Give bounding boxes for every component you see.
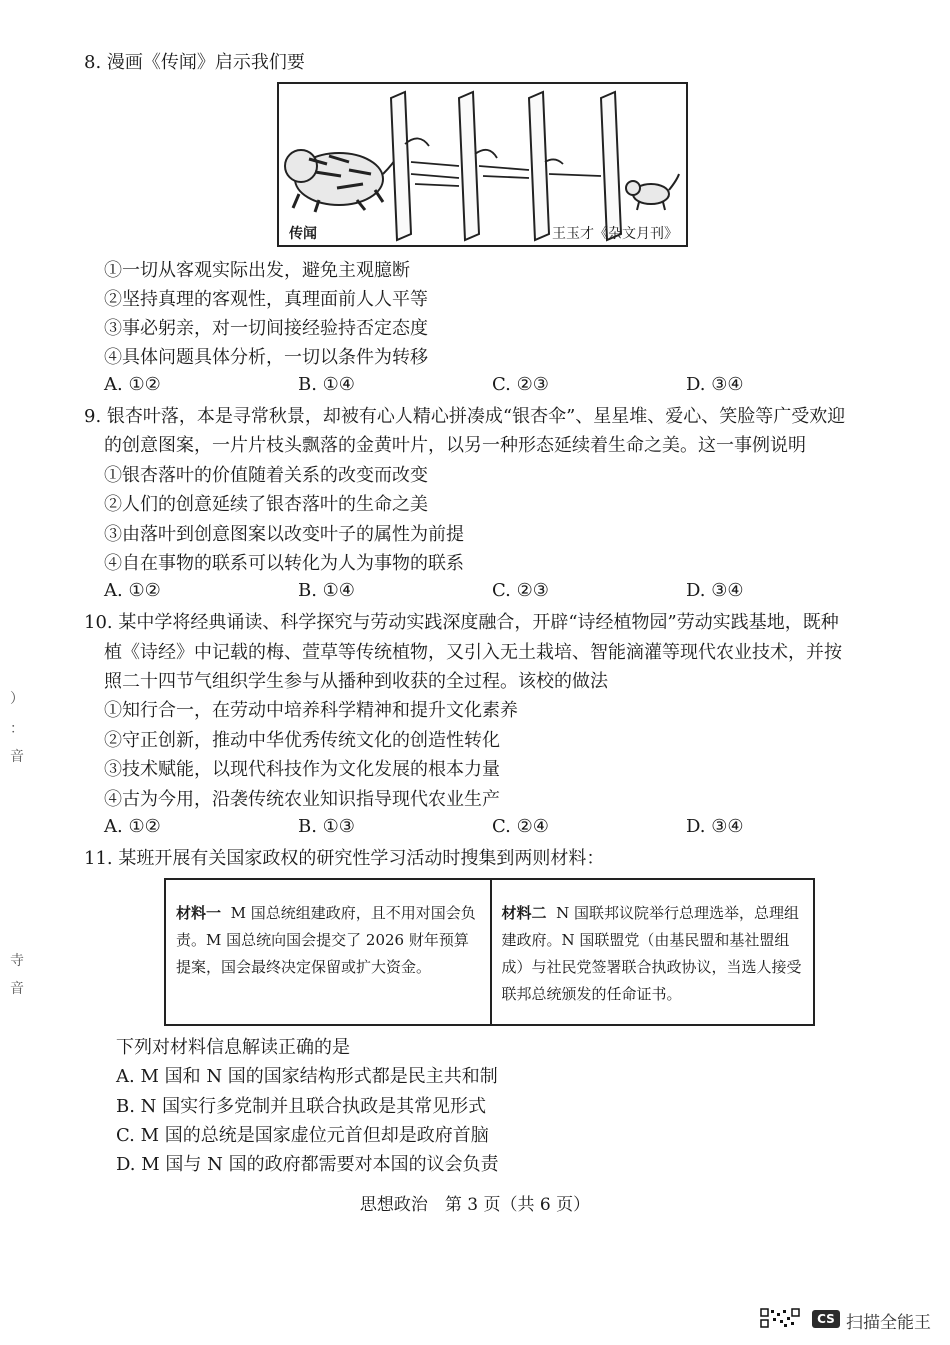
margin-mark-3: 音	[10, 749, 24, 765]
q8-option-3: ③事必躬亲，对一切间接经验持否定态度	[104, 318, 428, 339]
q8-choice-a: A. ①②	[104, 374, 161, 395]
q9-choice-a: A. ①②	[104, 580, 161, 601]
q9-option-4: ④自在事物的联系可以转化为人为事物的联系	[104, 553, 464, 574]
q9-choices	[104, 580, 784, 606]
q11-option-a: A. M 国和 N 国的国家结构形式都是民主共和制	[116, 1066, 498, 1087]
qr-code-icon	[760, 1308, 800, 1328]
q9-option-3: ③由落叶到创意图案以改变叶子的属性为前提	[104, 524, 464, 545]
q8-choice-d: D. ③④	[686, 374, 744, 395]
q8-stem: 8. 漫画《传闻》启示我们要	[84, 52, 305, 73]
cartoon-caption-title: 传闻	[289, 226, 317, 242]
phones-row	[391, 92, 621, 240]
q10-option-2: ②守正创新，推动中华优秀传统文化的创造性转化	[104, 730, 500, 751]
margin-mark-5: 音	[10, 981, 24, 997]
q9-stem-line-2: 的创意图案，一片片枝头飘落的金黄叶片，以另一种形态延续着生命之美。这一事例说明	[104, 435, 806, 456]
q8-option-4: ④具体问题具体分析，一切以条件为转移	[104, 347, 428, 368]
q9-stem-line-1: 9. 银杏叶落，本是寻常秋景，却被有心人精心拼凑成“银杏伞”、星星堆、爱心、笑脸等广受欢迎	[84, 406, 846, 427]
margin-mark-2: ：	[10, 721, 24, 737]
q9-choice-d: D. ③④	[686, 580, 744, 601]
q10-choice-d: D. ③④	[686, 816, 744, 837]
q10-stem-line-2: 植《诗经》中记载的梅、萱草等传统植物，又引入无土栽培、智能滴灌等现代农业技术，并按	[104, 642, 842, 663]
cartoon-caption-source: 王玉才《杂文月刊》	[552, 226, 678, 242]
q9-option-2: ②人们的创意延续了银杏落叶的生命之美	[104, 494, 428, 515]
material-two	[490, 880, 814, 1024]
q11-materials-table	[164, 878, 815, 1026]
camscanner-logo-icon: CS	[812, 1310, 840, 1328]
cat-figure	[626, 174, 679, 210]
q9-choice-c: C. ②③	[492, 580, 549, 601]
material-one	[166, 880, 490, 1024]
material-two-label: 材料二	[501, 904, 547, 922]
q10-choice-c: C. ②④	[492, 816, 549, 837]
q8-choice-c: C. ②③	[492, 374, 549, 395]
q8-cartoon	[277, 82, 688, 247]
page-footer: 思想政治 第 3 页（共 6 页）	[359, 1195, 591, 1215]
margin-mark-1: ）	[10, 691, 24, 707]
q10-stem-line-3: 照二十四节气组织学生参与从播种到收获的全过程。该校的做法	[104, 671, 608, 692]
q10-option-3: ③技术赋能，以现代科技作为文化发展的根本力量	[104, 759, 500, 780]
q10-option-1: ①知行合一，在劳动中培养科学精神和提升文化素养	[104, 700, 518, 721]
q11-stem: 11. 某班开展有关国家政权的研究性学习活动时搜集到两则材料：	[84, 848, 605, 869]
q8-option-2: ②坚持真理的客观性，真理面前人人平等	[104, 289, 428, 310]
tiger-figure	[285, 150, 399, 212]
cartoon-drawing	[279, 84, 686, 245]
material-one-text: M 国总统组建政府，且不用对国会负责。M 国总统向国会提交了 2026 财年预算提案，国会最终决定保留或扩大资金。	[176, 904, 476, 976]
scanner-watermark-text: 扫描全能王	[846, 1313, 931, 1332]
q9-choice-b: B. ①④	[298, 580, 355, 601]
material-two-text: N 国联邦议院举行总理选举，总理组建政府。N 国联盟党（由基民盟和基社盟组成）与社民党签署联合执政协议，当选人接受联邦总统颁发的任命证书。	[501, 904, 802, 1003]
margin-mark-4: 寺	[10, 953, 24, 969]
q11-option-b: B. N 国实行多党制并且联合执政是其常见形式	[116, 1096, 487, 1117]
q10-stem-line-1: 10. 某中学将经典诵读、科学探究与劳动实践深度融合，开辟“诗经植物园”劳动实践基地，既种	[84, 612, 839, 633]
q8-choice-b: B. ①④	[298, 374, 355, 395]
q8-option-1: ①一切从客观实际出发，避免主观臆断	[104, 260, 410, 281]
q10-choices	[104, 816, 784, 842]
q10-choice-b: B. ①③	[298, 816, 355, 837]
material-one-label: 材料一	[176, 904, 222, 922]
q9-option-1: ①银杏落叶的价值随着关系的改变而改变	[104, 465, 428, 486]
q8-choices	[104, 374, 784, 400]
q10-choice-a: A. ①②	[104, 816, 161, 837]
q11-option-d: D. M 国与 N 国的政府都需要对本国的议会负责	[116, 1154, 499, 1175]
q11-prompt: 下列对材料信息解读正确的是	[116, 1037, 350, 1058]
q10-option-4: ④古为今用，沿袭传统农业知识指导现代农业生产	[104, 789, 500, 810]
q11-option-c: C. M 国的总统是国家虚位元首但却是政府首脑	[116, 1125, 489, 1146]
